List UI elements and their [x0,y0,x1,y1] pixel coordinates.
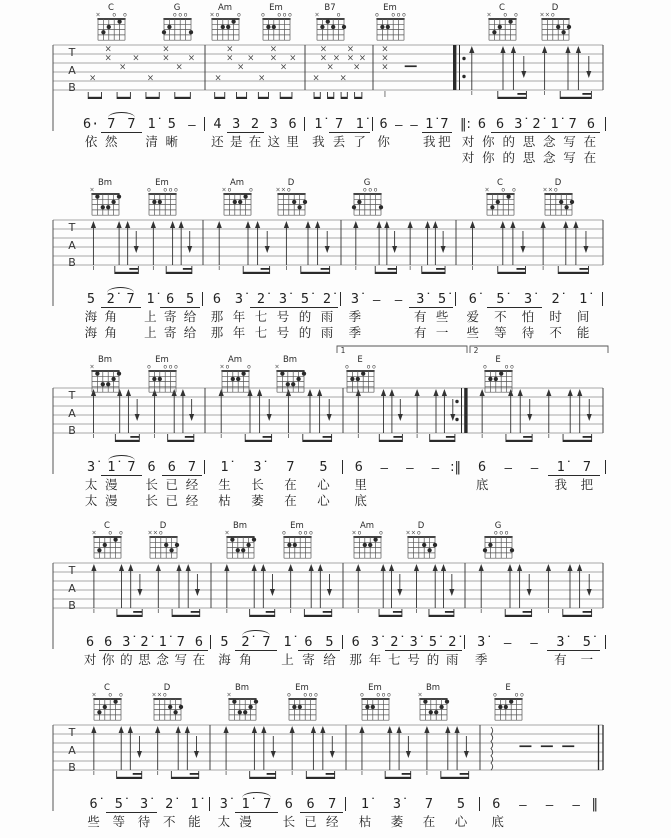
tie-arc [108,112,135,119]
lyric-measure: 底 [354,493,367,508]
svg-text:o: o [309,529,313,537]
svg-text:×: × [314,11,320,19]
svg-text:×: × [89,186,95,194]
lyric-measure: 对 你 的 思 念 写 在 [83,652,206,667]
svg-text:o: o [402,11,406,19]
svg-text:Bm: Bm [232,521,248,531]
svg-text:×: × [547,186,553,194]
svg-text:o: o [553,186,558,194]
svg-text:×: × [351,529,357,537]
svg-text:o: o [483,363,487,371]
svg-text:o: o [237,11,241,19]
lyric-measure: 些 等 待 不 能 [466,325,590,340]
svg-text:×: × [539,11,545,19]
notation-measure: 1̇ 3̇ 7 5 [220,459,328,475]
chord-diagram-D [268,177,314,217]
svg-text:o: o [147,186,151,194]
svg-text:o: o [225,363,230,371]
svg-text:×: × [91,691,97,699]
svg-text:×: × [226,691,232,699]
lyric-measure: 海 角 上 寄 给 [84,309,197,324]
notation-barline [209,797,210,811]
svg-text:×: × [156,691,162,699]
notation-barline [602,292,603,306]
chord-diagram-Bm [82,354,128,394]
chord-diagram-E [485,682,531,722]
svg-text:Em: Em [155,355,169,365]
chord-diagram-B7 [307,2,353,42]
lyric-measure: 那 年 七 号 的 雨 [349,652,459,667]
lyric-measure: 对 你 的 思 念 写 在 [461,150,597,165]
chord-diagram-D [535,177,581,217]
svg-text:×: × [275,186,281,194]
svg-text:o: o [308,691,313,699]
svg-text:A: A [68,64,76,77]
svg-text:o: o [379,529,383,537]
svg-text:×: × [339,73,347,84]
svg-text:E: E [357,355,363,365]
svg-text:o: o [501,186,506,194]
svg-text:A: A [68,239,76,252]
svg-text:o: o [286,186,291,194]
notation-barline [345,797,346,811]
svg-text:×: × [147,529,153,537]
svg-text:o: o [376,691,381,699]
svg-text:×: × [152,529,158,537]
svg-text:×: × [226,44,234,55]
notation-barline [342,460,343,474]
notation-measure: 4 3 2 3 6 [213,116,297,132]
svg-text:B: B [68,81,76,94]
svg-text:E: E [505,683,511,693]
chord-diagram-Bm [82,177,128,217]
chord-diagram-G [475,520,521,560]
svg-text:o: o [178,11,183,19]
svg-text:o: o [215,11,220,19]
svg-text:D: D [159,521,167,531]
svg-text:o: o [303,529,308,537]
svg-text:Am: Am [229,178,245,188]
svg-text:1: 1 [340,346,346,355]
notation-barline [605,460,606,474]
lyric-measure: 你 我 把 [377,134,451,149]
notation-barline [204,117,205,131]
volta-bracket [470,346,608,353]
lyric-measure: 太 漫 长 已 经 [84,477,199,492]
svg-text:o: o [247,363,251,371]
lyric-measure: 依 然 清 晰 [84,134,179,149]
svg-text:2: 2 [473,346,479,355]
svg-text:T: T [68,564,76,577]
lyric-measure: 生 长 在 心 [218,477,330,492]
svg-text:o: o [493,691,497,699]
lyric-measure: 底 [491,814,504,829]
svg-text:o: o [416,529,421,537]
lyric-measure: 底 我 把 [475,477,594,492]
svg-text:×: × [209,11,215,19]
notation-measure: 6 — — — ‖ [492,796,598,812]
svg-text:×: × [346,44,355,55]
svg-text:o: o [227,186,232,194]
notation-measure: 5 2̇ 7 1̇ 6 5 [81,290,200,308]
chord-diagram-Em [279,682,325,722]
chord-diagram-Em [139,354,185,394]
svg-text:×: × [353,62,361,73]
svg-text:×: × [221,186,227,194]
notation-measure: 6 3̇ 2̇ 3̇ 5̇ 2̇ [346,633,462,651]
svg-text:o: o [503,11,508,19]
svg-text:×: × [326,62,334,73]
svg-text:B: B [68,256,76,269]
svg-text:o: o [168,186,173,194]
chord-diagram-D [398,520,444,560]
chord-diagram-Am [344,520,390,560]
svg-text:o: o [119,529,123,537]
svg-text:×: × [119,62,127,73]
chord-diagram-G [154,2,200,42]
svg-text:o: o [499,529,504,537]
svg-text:G: G [173,3,181,13]
svg-text:×: × [95,11,101,19]
svg-text:×: × [146,73,154,84]
chord-diagram-D [144,682,190,722]
lyric-measure: 对 你 的 思 念 写 在 [461,134,597,149]
notation-measure: 1̇ 3̇ 7 5 [360,796,466,812]
chord-diagram-Em [253,2,299,42]
svg-text:o: o [108,691,113,699]
svg-text:o: o [514,11,518,19]
svg-text:B: B [68,599,76,612]
notation-barline [340,292,341,306]
svg-text:×: × [405,529,411,537]
svg-text:Bm: Bm [234,683,250,693]
svg-text:×: × [279,62,288,73]
chord-diagram-C [84,682,130,722]
svg-text:o: o [174,186,178,194]
svg-text:o: o [366,363,371,371]
lyric-measure: 那 年 七 号 的 雨 [210,325,334,340]
chord-diagram-C [477,177,523,217]
notation-barline [464,635,465,649]
tie-arc [107,287,134,294]
svg-text:×: × [269,53,278,64]
svg-text:Em: Em [295,683,309,693]
tie-arc [242,792,271,799]
svg-text:×: × [417,691,423,699]
svg-text:×: × [484,186,490,194]
svg-text:o: o [163,186,168,194]
svg-text:×: × [410,529,416,537]
svg-text:G: G [494,521,502,531]
tie-arc [108,455,135,462]
notation-measure: 3̇ — — 3̇ 5̇ [344,290,453,308]
chord-diagram-C [84,520,130,560]
svg-text:o: o [550,11,555,19]
chord-diagram-E [475,354,521,394]
svg-text:×: × [226,53,234,64]
svg-text:o: o [183,11,188,19]
svg-text:o: o [249,186,253,194]
lyric-measure: 爱 不 怕 时 间 [466,309,590,324]
svg-text:o: o [288,11,292,19]
notation-measure: 6̇ 5̇ 3̇ 2̇ 1̇ [468,291,588,307]
lyric-measure: 我 丢 了 [312,134,366,149]
notation-measure: ‖: 6 6 3̇ 2̇ 1̇ 7 6 [458,115,600,133]
svg-text:A: A [68,407,76,420]
lyric-measure: 海 角 上 寄 给 [84,325,197,340]
svg-text:o: o [514,691,519,699]
chord-diagram-Em [352,682,398,722]
svg-text:T: T [68,726,76,739]
chord-diagram-E [337,354,383,394]
svg-text:o: o [277,11,282,19]
svg-text:Am: Am [359,521,375,531]
svg-text:o: o [360,691,364,699]
svg-text:Bm: Bm [425,683,441,693]
svg-text:Em: Em [368,683,382,693]
svg-text:o: o [282,11,287,19]
svg-text:o: o [162,691,167,699]
svg-text:o: o [112,11,117,19]
chord-diagram-Am [212,354,258,394]
svg-text:o: o [368,186,373,194]
svg-text:o: o [108,529,113,537]
svg-text:Bm: Bm [282,355,298,365]
svg-text:×: × [332,53,340,64]
svg-text:o: o [493,529,498,537]
svg-text:C: C [499,3,505,13]
svg-text:×: × [89,363,95,371]
svg-text:×: × [104,44,112,55]
svg-text:×: × [319,53,327,64]
chord-diagram-Am [214,177,260,217]
svg-text:o: o [314,691,318,699]
svg-text:D: D [417,521,425,531]
svg-text:×: × [319,44,327,55]
volta-bracket [337,346,467,353]
svg-text:×: × [381,53,389,64]
svg-text:o: o [357,529,362,537]
chord-diagram-C [88,2,134,42]
svg-text:×: × [224,529,230,537]
svg-text:o: o [372,363,376,371]
svg-text:o: o [373,186,378,194]
notation-measure: 6 3̇ 2̇ 3̇ 5̇ 2̇ [206,290,338,308]
lyric-measure: 枯 萎 在 心 [358,814,468,829]
svg-text:o: o [504,363,509,371]
svg-text:×: × [219,363,225,371]
svg-text:o: o [158,529,163,537]
svg-text:o: o [387,691,391,699]
tie-arc [242,630,271,637]
svg-text:D: D [163,683,171,693]
svg-text:o: o [362,186,367,194]
notation-barline [455,292,456,306]
notation-measure: 6 — — 1̇ 7 [376,115,452,133]
svg-text:o: o [510,363,514,371]
svg-text:B7: B7 [324,3,336,13]
chord-diagram-D [532,2,578,42]
svg-text:C: C [497,178,503,188]
chord-diagram-Em [367,2,413,42]
notation-measure: 6 6 3̇ 2̇ 1̇ 7 6 [81,633,208,651]
svg-text:×: × [237,62,245,73]
svg-text:o: o [172,11,177,19]
svg-text:×: × [151,691,157,699]
lyric-measure: 枯 萎 在 心 [218,493,330,508]
lyric-measure: 些 等 待 不 能 [87,814,201,829]
svg-text:Bm: Bm [97,178,113,188]
notation-barline [342,635,343,649]
svg-text:×: × [258,73,266,84]
svg-text:o: o [520,691,524,699]
svg-text:o: o [147,363,151,371]
notation-measure: 3̇ 1̇ 7 6 6 7 [81,458,202,476]
lyric-measure: 季 有 一 [348,325,449,340]
svg-text:A: A [68,582,76,595]
svg-text:Em: Em [155,178,169,188]
svg-text:o: o [504,529,509,537]
svg-text:×: × [175,62,183,73]
svg-text:B: B [68,761,76,774]
svg-text:T: T [68,46,76,59]
notation-barline [605,635,606,649]
svg-text:×: × [162,53,170,64]
notation-measure: 3̇ — — 3̇ 5̇ [468,633,600,651]
lyric-measure: 还 是 在 这 里 [211,134,299,149]
notation-barline [202,292,203,306]
svg-text:o: o [119,691,123,699]
svg-text:o: o [123,11,127,19]
notation-barline [210,635,211,649]
svg-text:×: × [247,53,255,64]
svg-text:o: o [287,691,291,699]
svg-text:G: G [363,178,371,188]
lyric-measure: 季 有 一 [474,652,594,667]
svg-text:C: C [108,3,114,13]
svg-text:×: × [486,11,492,19]
svg-text:o: o [396,11,401,19]
svg-text:×: × [381,62,389,73]
svg-text:o: o [381,691,386,699]
notation-barline [304,117,305,131]
svg-text:o: o [375,11,379,19]
notation-barline [204,460,205,474]
svg-text:×: × [381,44,389,55]
svg-text:×: × [280,186,286,194]
chord-diagram-Bm [410,682,456,722]
svg-text:D: D [287,178,295,188]
svg-text:×: × [214,73,222,84]
svg-text:×: × [542,186,548,194]
chord-diagram-Em [139,177,185,217]
svg-text:o: o [282,529,286,537]
svg-text:Em: Em [269,3,283,13]
svg-text:Am: Am [217,3,233,13]
lyric-measure: 太 漫 长 已 经 [84,493,199,508]
svg-text:o: o [163,363,168,371]
notation-barline [605,117,606,131]
svg-text:o: o [512,186,516,194]
lyric-measure: 季 有 些 [348,309,449,324]
lyric-measure: 那 年 七 号 的 雨 [210,309,334,324]
chord-diagram-Bm [219,682,265,722]
svg-text:×: × [358,53,366,64]
svg-text:×: × [289,53,297,64]
chord-diagram-G [344,177,390,217]
svg-text:Am: Am [227,355,243,365]
svg-text:×: × [89,73,97,84]
svg-text:D: D [554,178,562,188]
chord-diagram-C [479,2,525,42]
notation-measure: 6̇ 5̇ 3̇ 2̇ 1̇ [89,796,199,812]
svg-text:o: o [174,363,178,371]
svg-text:D: D [551,3,559,13]
lyric-measure: 海 角 上 寄 给 [218,652,336,667]
svg-text:A: A [68,744,76,757]
svg-text:×: × [544,11,550,19]
svg-text:Em: Em [290,521,304,531]
svg-text:×: × [187,53,196,64]
notation-measure: 3̇ 1̇ 7 6 6 7 [213,795,343,813]
svg-text:×: × [132,53,140,64]
svg-text:×: × [274,363,280,371]
svg-text:×: × [162,44,170,55]
svg-text:×: × [346,53,355,64]
svg-text:o: o [336,11,341,19]
chord-diagram-Bm [267,354,313,394]
chord-diagram-Bm [217,520,263,560]
lyric-measure: 太 漫 长 已 经 [217,814,339,829]
svg-text:Bm: Bm [97,355,113,365]
svg-text:o: o [303,691,308,699]
svg-text:o: o [168,363,173,371]
notation-measure: 6 — — 1̇ 7 [469,458,600,476]
svg-text:C: C [104,683,110,693]
svg-text:o: o [298,529,303,537]
svg-text:o: o [261,11,265,19]
lyric-measure: 里 [354,477,367,492]
svg-text:E: E [495,355,501,365]
svg-text:×: × [91,529,97,537]
svg-text:o: o [391,11,396,19]
svg-text:Em: Em [383,3,397,13]
svg-text:×: × [312,73,320,84]
svg-text:×: × [104,53,112,64]
notation-measure: 6 — — — :‖ [354,459,462,475]
svg-text:T: T [68,389,76,402]
chord-diagram-Em [274,520,320,560]
chord-diagram-D [140,520,186,560]
notation-barline [479,797,480,811]
notation-barline [372,117,373,131]
svg-text:C: C [104,521,110,531]
svg-text:o: o [345,363,349,371]
svg-text:×: × [269,44,278,55]
chord-diagram-Am [202,2,248,42]
notation-measure: 5 2̇ 7 1̇ 6 5 [214,633,340,651]
svg-text:B: B [68,424,76,437]
notation-measure: 6· 7 7 1̇ 5 — [81,115,202,133]
svg-text:T: T [68,221,76,234]
notation-measure: 1̇ 7 1̇ [308,115,370,133]
